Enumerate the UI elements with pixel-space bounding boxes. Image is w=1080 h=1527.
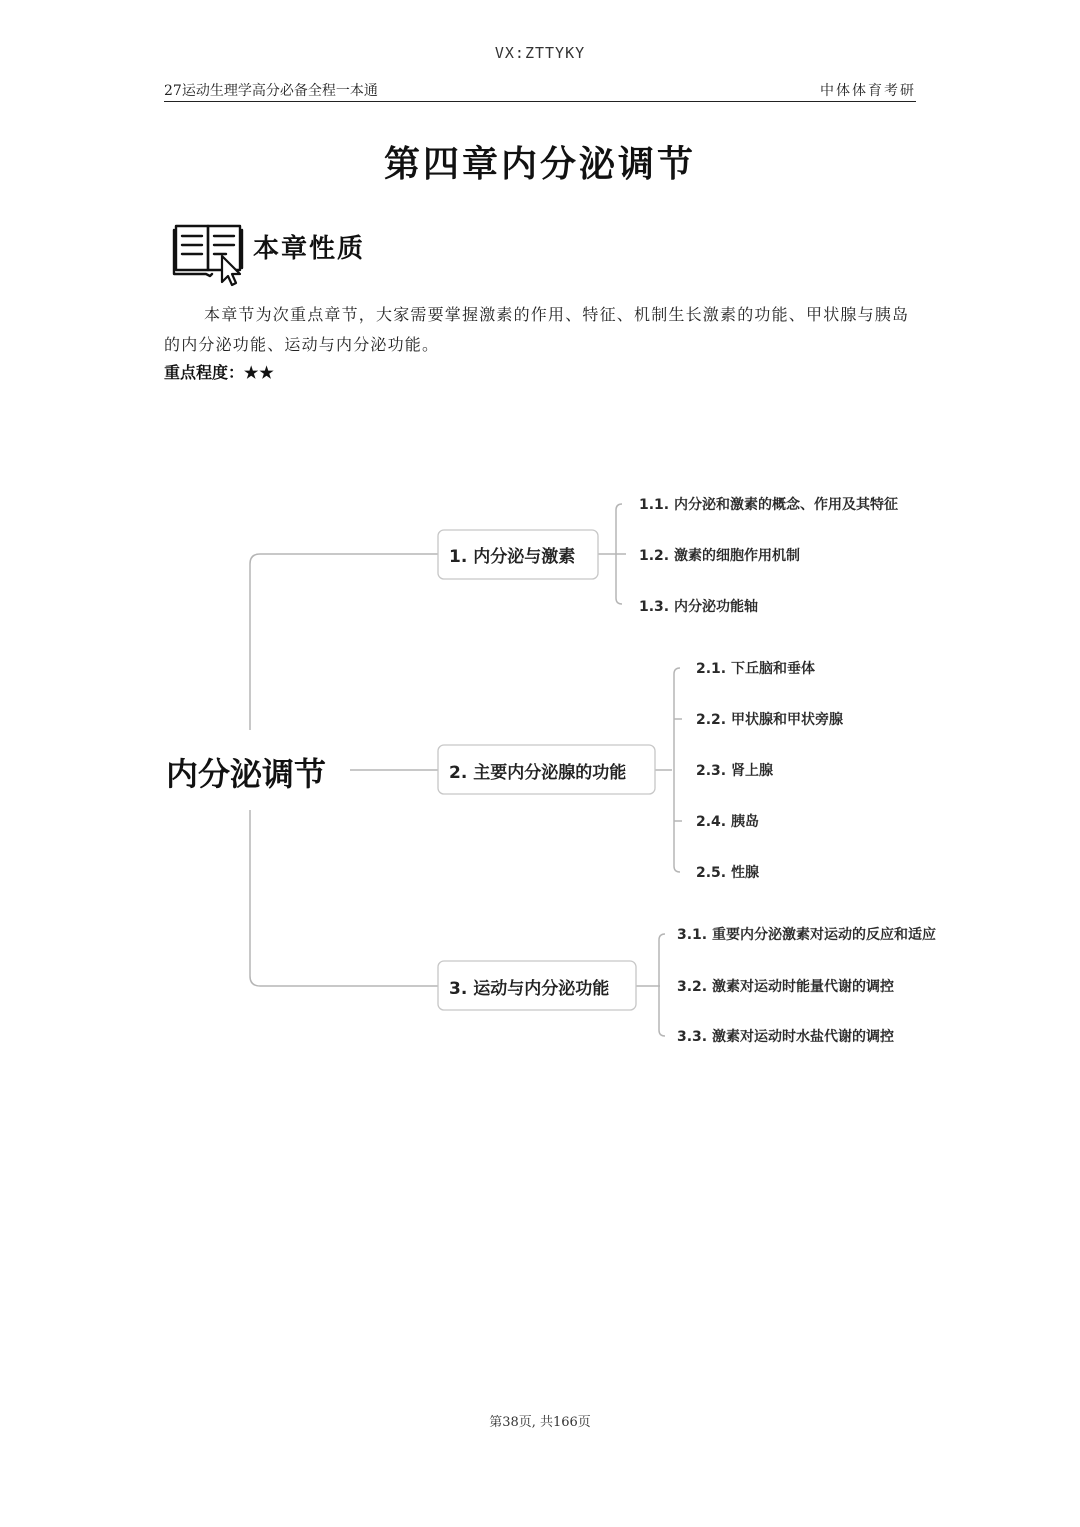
mind-map-root: 内分泌调节 <box>166 755 327 793</box>
connector-branch-3-children <box>636 934 665 1036</box>
subtopic-1-3: 1.3. 内分泌功能轴 <box>639 599 758 615</box>
subtopic-3-2: 3.2. 激素对运动时能量代谢的调控 <box>677 979 894 995</box>
importance-label: 重点程度： <box>164 363 245 382</box>
subtopic-1-2: 1.2. 激素的细胞作用机制 <box>639 548 800 564</box>
importance-stars: ★★ <box>244 363 275 382</box>
subtopic-2-2: 2.2. 甲状腺和甲状旁腺 <box>696 712 843 728</box>
connector-root-branch-1 <box>250 554 438 730</box>
connector-branch-1-children <box>598 504 626 604</box>
subtopic-3-3: 3.3. 激素对运动时水盐代谢的调控 <box>677 1029 894 1045</box>
page-footer: 第38页, 共166页 <box>489 1415 591 1430</box>
header-divider <box>164 101 916 102</box>
subtopic-2-3: 2.3. 肾上腺 <box>696 763 773 779</box>
subtopic-1-1: 1.1. 内分泌和激素的概念、作用及其特征 <box>639 497 898 513</box>
branch-1-label: 1. 内分泌与激素 <box>449 547 576 567</box>
importance-rating <box>164 360 275 383</box>
chapter-title: 第四章内分泌调节 <box>383 143 696 185</box>
connector-root-branch-3 <box>250 810 438 986</box>
subtopic-3-1: 3.1. 重要内分泌激素对运动的反应和适应 <box>677 927 936 943</box>
connector-branch-2-children <box>655 668 682 872</box>
header-publisher: 中体体育考研 <box>820 83 916 99</box>
subtopic-2-1: 2.1. 下丘脑和垂体 <box>696 661 815 677</box>
section-title: 本章性质 <box>253 234 366 264</box>
watermark: VX:ZTTYKY <box>494 44 586 62</box>
branch-3-label: 3. 运动与内分泌功能 <box>449 979 610 999</box>
subtopic-2-4: 2.4. 胰岛 <box>696 814 759 830</box>
book-cursor-icon <box>172 218 246 288</box>
chapter-intro: 本章节为次重点章节，大家需要掌握激素的作用、特征、机制生长激素的功能、甲状腺与胰岛的内分泌功能、运动与内分泌功能。 <box>164 305 910 354</box>
subtopic-2-5: 2.5. 性腺 <box>696 865 759 881</box>
branch-2-label: 2. 主要内分泌腺的功能 <box>449 763 627 783</box>
mind-map <box>160 480 960 1070</box>
header-book-title: 27运动生理学高分必备全程一本通 <box>164 83 378 99</box>
